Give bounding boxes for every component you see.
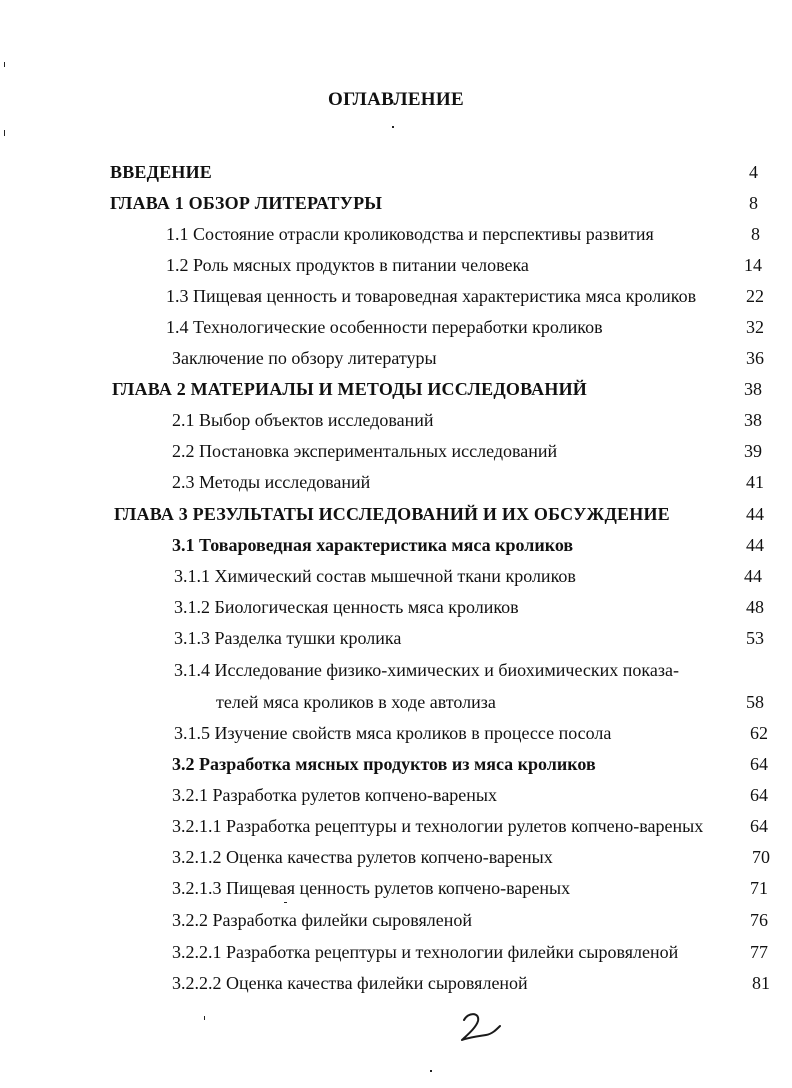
toc-entry-page: 38 (744, 379, 762, 399)
toc-entry-page: 58 (746, 692, 764, 712)
toc-entry-2-2[interactable] (0, 437, 792, 465)
toc-entry-3-2-2-2[interactable] (0, 969, 792, 997)
toc-entry-text: 3.1.1 Химический состав мышечной ткани кроликов (174, 566, 576, 586)
toc-entry-text: 3.1.3 Разделка тушки кролика (174, 628, 402, 648)
toc-entry-text: 3.2.1.1 Разработка рецептуры и технологии рулетов копчено-вареных (172, 816, 704, 836)
toc-entry-3-2-1-1[interactable] (0, 812, 792, 840)
toc-entry-page: 32 (746, 317, 764, 337)
toc-entry-text: 3.2.1.3 Пищевая ценность рулетов копчено-вареных (172, 878, 571, 898)
toc-entry-text: ВВЕДЕНИЕ (110, 162, 213, 182)
toc-entry-page: 38 (744, 410, 762, 430)
page-title: ОГЛАВЛЕНИЕ (328, 89, 464, 110)
toc-entry-1-1[interactable] (0, 220, 792, 248)
toc-entry-page: 64 (750, 754, 768, 774)
toc-entry-page: 53 (746, 628, 764, 648)
toc-entry-text: 3.2.1.2 Оценка качества рулетов копчено-вареных (172, 847, 553, 867)
toc-entry-1-2[interactable] (0, 251, 792, 279)
toc-entry-text: 3.1 Товароведная характеристика мяса кроликов (172, 535, 574, 555)
toc-entry-text: 1.4 Технологические особенности переработки кроликов (166, 317, 603, 337)
toc-entry-text: 3.1.2 Биологическая ценность мяса кроликов (174, 597, 519, 617)
toc-entry-3-1[interactable] (0, 531, 792, 559)
toc-entry-3-1-5[interactable] (0, 719, 792, 747)
scan-speck (4, 130, 5, 136)
scan-speck (430, 1070, 432, 1072)
toc-entry-2-1[interactable] (0, 406, 792, 434)
toc-entry-text: ГЛАВА 3 РЕЗУЛЬТАТЫ ИССЛЕДОВАНИЙ И ИХ ОБСУЖДЕНИЕ (114, 504, 670, 524)
toc-entry-text: 3.2.2 Разработка филейки сыровяленой (172, 910, 472, 930)
scan-speck (4, 62, 5, 67)
toc-entry-text: ГЛАВА 2 МАТЕРИАЛЫ И МЕТОДЫ ИССЛЕДОВАНИЙ (112, 379, 587, 399)
toc-entry-3-1-1[interactable] (0, 562, 792, 590)
toc-entry-page: 64 (750, 816, 768, 836)
toc-entry-text: ГЛАВА 1 ОБЗОР ЛИТЕРАТУРЫ (110, 193, 383, 213)
scan-speck (204, 1016, 205, 1020)
toc-entry-2-3[interactable] (0, 468, 792, 496)
scan-speck (284, 902, 287, 903)
toc-entry-chapter-1[interactable] (0, 189, 792, 217)
toc-entry-text: 3.2.1 Разработка рулетов копчено-вареных (172, 785, 498, 805)
toc-entry-3-2-1-2[interactable] (0, 843, 792, 871)
toc-entry-text: 3.2 Разработка мясных продуктов из мяса кроликов (172, 754, 596, 774)
toc-entry-conclusion[interactable] (0, 344, 792, 372)
toc-entry-3-1-3[interactable] (0, 624, 792, 652)
toc-entry-text: 3.2.2.1 Разработка рецептуры и технологии филейки сыровяленой (172, 942, 679, 962)
toc-entry-1-4[interactable] (0, 313, 792, 341)
toc-entry-text: 1.1 Состояние отрасли кролиководства и перспективы развития (166, 224, 654, 244)
toc-entry-page: 71 (750, 878, 768, 898)
toc-entry-page: 41 (746, 472, 764, 492)
toc-entry-page: 81 (752, 973, 770, 993)
toc-entry-1-3[interactable] (0, 282, 792, 310)
toc-entry-page: 44 (746, 504, 764, 524)
toc-entry-page: 44 (746, 535, 764, 555)
toc-entry-text: 1.2 Роль мясных продуктов в питании человека (166, 255, 529, 275)
toc-entry-3-1-4[interactable] (0, 656, 792, 684)
toc-entry-page: 70 (752, 847, 770, 867)
toc-entry-text: 3.2.2.2 Оценка качества филейки сыровяленой (172, 973, 528, 993)
handwritten-stroke (462, 1014, 500, 1040)
toc-entry-page: 62 (750, 723, 768, 743)
toc-entry-page: 8 (749, 193, 758, 213)
toc-entry-3-2-1-3[interactable] (0, 874, 792, 902)
toc-entry-3-2-2[interactable] (0, 906, 792, 934)
toc-entry-page: 4 (749, 162, 758, 182)
toc-entry-3-1-4-cont[interactable] (0, 688, 792, 716)
toc-entry-text: 2.2 Постановка экспериментальных исследований (172, 441, 558, 461)
toc-entry-text: телей мяса кроликов в ходе автолиза (216, 692, 496, 712)
toc-entry-page: 22 (746, 286, 764, 306)
toc-entry-intro[interactable] (0, 158, 792, 186)
toc-entry-3-2[interactable] (0, 750, 792, 778)
toc-entry-text: 2.3 Методы исследований (172, 472, 371, 492)
scan-speck (392, 126, 394, 128)
toc-entry-3-2-2-1[interactable] (0, 938, 792, 966)
toc-entry-text: 2.1 Выбор объектов исследований (172, 410, 434, 430)
toc-entry-page: 36 (746, 348, 764, 368)
toc-entry-text: Заключение по обзору литературы (172, 348, 437, 368)
toc-entry-text: 3.1.5 Изучение свойств мяса кроликов в процессе посола (174, 723, 612, 743)
toc-entry-3-1-2[interactable] (0, 593, 792, 621)
toc-entry-page: 64 (750, 785, 768, 805)
toc-entry-page: 44 (744, 566, 762, 586)
toc-entry-page: 76 (750, 910, 768, 930)
toc-entry-page: 39 (744, 441, 762, 461)
toc-entry-page: 77 (750, 942, 768, 962)
toc-entry-chapter-2[interactable] (0, 375, 792, 403)
toc-entry-text: 1.3 Пищевая ценность и товароведная характеристика мяса кроликов (166, 286, 697, 306)
toc-entry-text: 3.1.4 Исследование физико-химических и биохимических показа- (174, 660, 679, 680)
toc-entry-page: 8 (751, 224, 760, 244)
toc-entry-page: 14 (744, 255, 762, 275)
handwritten-page-mark (456, 1010, 504, 1044)
toc-entry-chapter-3[interactable] (0, 500, 792, 528)
toc-entry-3-2-1[interactable] (0, 781, 792, 809)
toc-entry-page: 48 (746, 597, 764, 617)
